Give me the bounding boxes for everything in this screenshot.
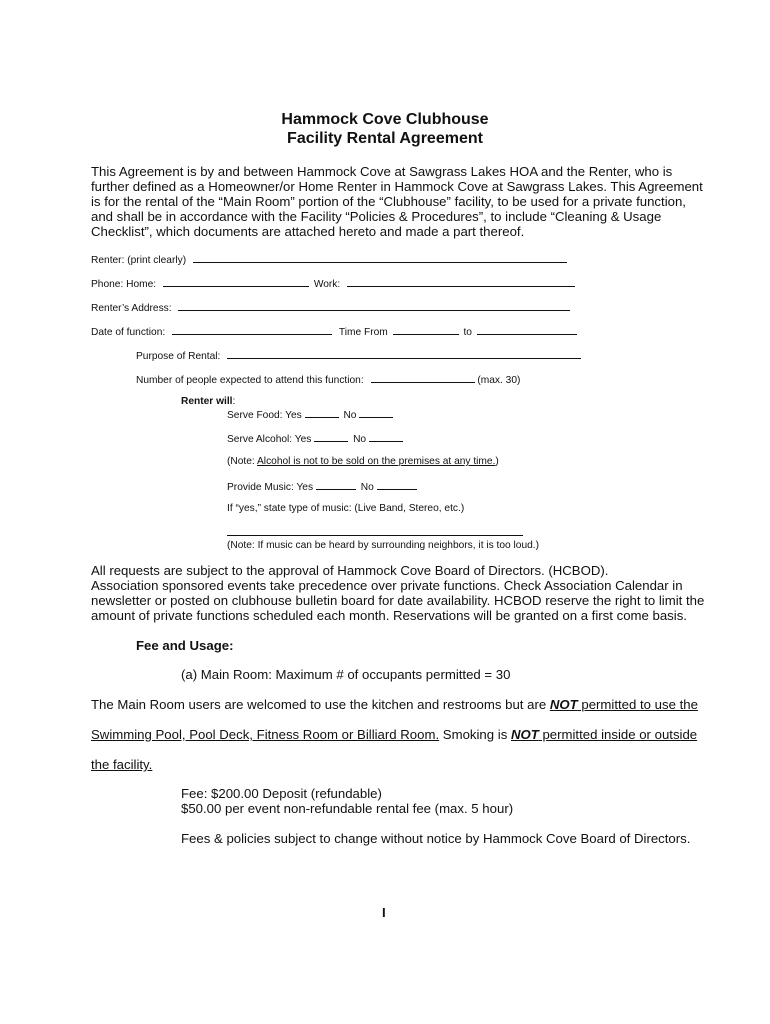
approval-line: Association sponsored events take precedence over private functions. Check Association Calendar in xyxy=(91,578,683,593)
music-no-blank[interactable] xyxy=(377,480,417,490)
serve-alcohol-yes-blank[interactable] xyxy=(314,432,348,442)
renter-will-heading xyxy=(181,396,235,407)
not-emphasis: NOT xyxy=(549,697,578,712)
intro-line: is for the rental of the “Main Room” portion of the “Clubhouse” facility, to be used for a private function, xyxy=(91,194,686,209)
renter-will-colon: : xyxy=(232,396,236,407)
alcohol-note xyxy=(227,456,499,467)
purpose-label: Purpose of Rental: xyxy=(136,351,221,362)
music-yes-blank[interactable] xyxy=(316,480,356,490)
intro-line: further defined as a Homeowner/or Home Renter in Hammock Cove at Sawgrass Lakes. This Agreement xyxy=(91,179,703,194)
fee-deposit: Fee: $200.00 Deposit (refundable) xyxy=(181,786,382,801)
document-subtitle: Facility Rental Agreement xyxy=(287,130,483,147)
not-emphasis: NOT xyxy=(510,727,539,742)
phone-home-blank[interactable] xyxy=(163,277,309,287)
date-blank[interactable] xyxy=(172,325,332,335)
restricted-areas: Swimming Pool, Pool Deck, Fitness Room or Billiard Room. xyxy=(91,727,440,742)
phone-work-blank[interactable] xyxy=(347,277,575,287)
music-type-blank[interactable] xyxy=(227,524,523,536)
people-blank[interactable] xyxy=(371,373,475,383)
date-label: Date of function: xyxy=(91,327,166,338)
alcohol-note-text: Alcohol is not to be sold on the premises at any time. xyxy=(257,456,496,467)
serve-alcohol-no-label: No xyxy=(353,434,367,445)
music-row xyxy=(227,480,417,493)
renter-will-label: Renter will xyxy=(181,396,233,407)
address-label: Renter’s Address: xyxy=(91,303,172,314)
smoking-text-underlined: permitted inside or outside xyxy=(538,727,698,742)
usage-text-underlined: permitted to use the xyxy=(577,697,698,712)
music-label: Provide Music: Yes xyxy=(227,482,314,493)
fee-rental: $50.00 per event non-refundable rental fee (max. 5 hour) xyxy=(181,801,514,816)
intro-line: Checklist”, which documents are attached hereto and made a part thereof. xyxy=(91,224,525,239)
page-number: I xyxy=(382,905,386,920)
usage-text: The Main Room users are welcomed to use the kitchen and restrooms but are xyxy=(91,697,550,712)
phone-work-label: Work: xyxy=(313,279,341,290)
fee-usage-heading: Fee and Usage: xyxy=(136,638,234,653)
music-type-label: If “yes,” state type of music: (Live Band, Stereo, etc.) xyxy=(227,503,465,514)
purpose-blank[interactable] xyxy=(227,349,581,359)
time-to-label: to xyxy=(463,327,472,338)
usage-line-1 xyxy=(91,697,698,712)
people-label: Number of people expected to attend this function: xyxy=(136,375,364,386)
usage-line-3: the facility. xyxy=(91,757,153,772)
phone-home-label: Phone: Home: xyxy=(91,279,157,290)
intro-line: This Agreement is by and between Hammock Cove at Sawgrass Lakes HOA and the Renter, who is xyxy=(91,164,673,179)
people-max-label: (max. 30) xyxy=(477,375,521,386)
alcohol-note-prefix: (Note: xyxy=(227,456,258,467)
address-field-row xyxy=(91,301,570,314)
time-from-blank[interactable] xyxy=(393,325,459,335)
approval-line: newsletter or posted on clubhouse bulletin board for date availability. HCBOD reserve the right to limit the xyxy=(91,593,705,608)
music-no-label: No xyxy=(360,482,374,493)
serve-food-yes-blank[interactable] xyxy=(305,408,339,418)
renter-name-blank[interactable] xyxy=(193,253,567,263)
serve-alcohol-no-blank[interactable] xyxy=(369,432,403,442)
serve-food-no-label: No xyxy=(343,410,357,421)
intro-line: and shall be in accordance with the Facility “Policies & Procedures”, to include “Cleaning & Usage xyxy=(91,209,662,224)
renter-label: Renter: (print clearly) xyxy=(91,255,187,266)
time-to-blank[interactable] xyxy=(477,325,577,335)
usage-line-2 xyxy=(91,727,697,742)
main-room-occupancy: (a) Main Room: Maximum # of occupants permitted = 30 xyxy=(181,667,511,682)
date-field-row xyxy=(91,325,577,338)
smoking-text: Smoking is xyxy=(439,727,511,742)
serve-alcohol-label: Serve Alcohol: Yes xyxy=(227,434,312,445)
serve-alcohol-row xyxy=(227,432,403,445)
phone-field-row xyxy=(91,277,575,290)
music-note: (Note: If music can be heard by surrounding neighbors, it is too loud.) xyxy=(227,540,540,551)
time-from-label: Time From xyxy=(338,327,388,338)
approval-line: amount of private functions scheduled each month. Reservations will be granted on a first come basis. xyxy=(91,608,687,623)
approval-line: All requests are subject to the approval of Hammock Cove Board of Directors. (HCBOD). xyxy=(91,563,609,578)
policies-note: Fees & policies subject to change without notice by Hammock Cove Board of Directors. xyxy=(181,831,691,846)
serve-food-no-blank[interactable] xyxy=(359,408,393,418)
purpose-field-row xyxy=(136,349,581,362)
serve-food-label: Serve Food: Yes xyxy=(227,410,302,421)
serve-food-row xyxy=(227,408,393,421)
document-title: Hammock Cove Clubhouse xyxy=(281,111,489,128)
renter-field-row xyxy=(91,253,567,266)
people-field-row xyxy=(136,373,520,386)
address-blank[interactable] xyxy=(178,301,570,311)
alcohol-note-suffix: ) xyxy=(495,456,499,467)
